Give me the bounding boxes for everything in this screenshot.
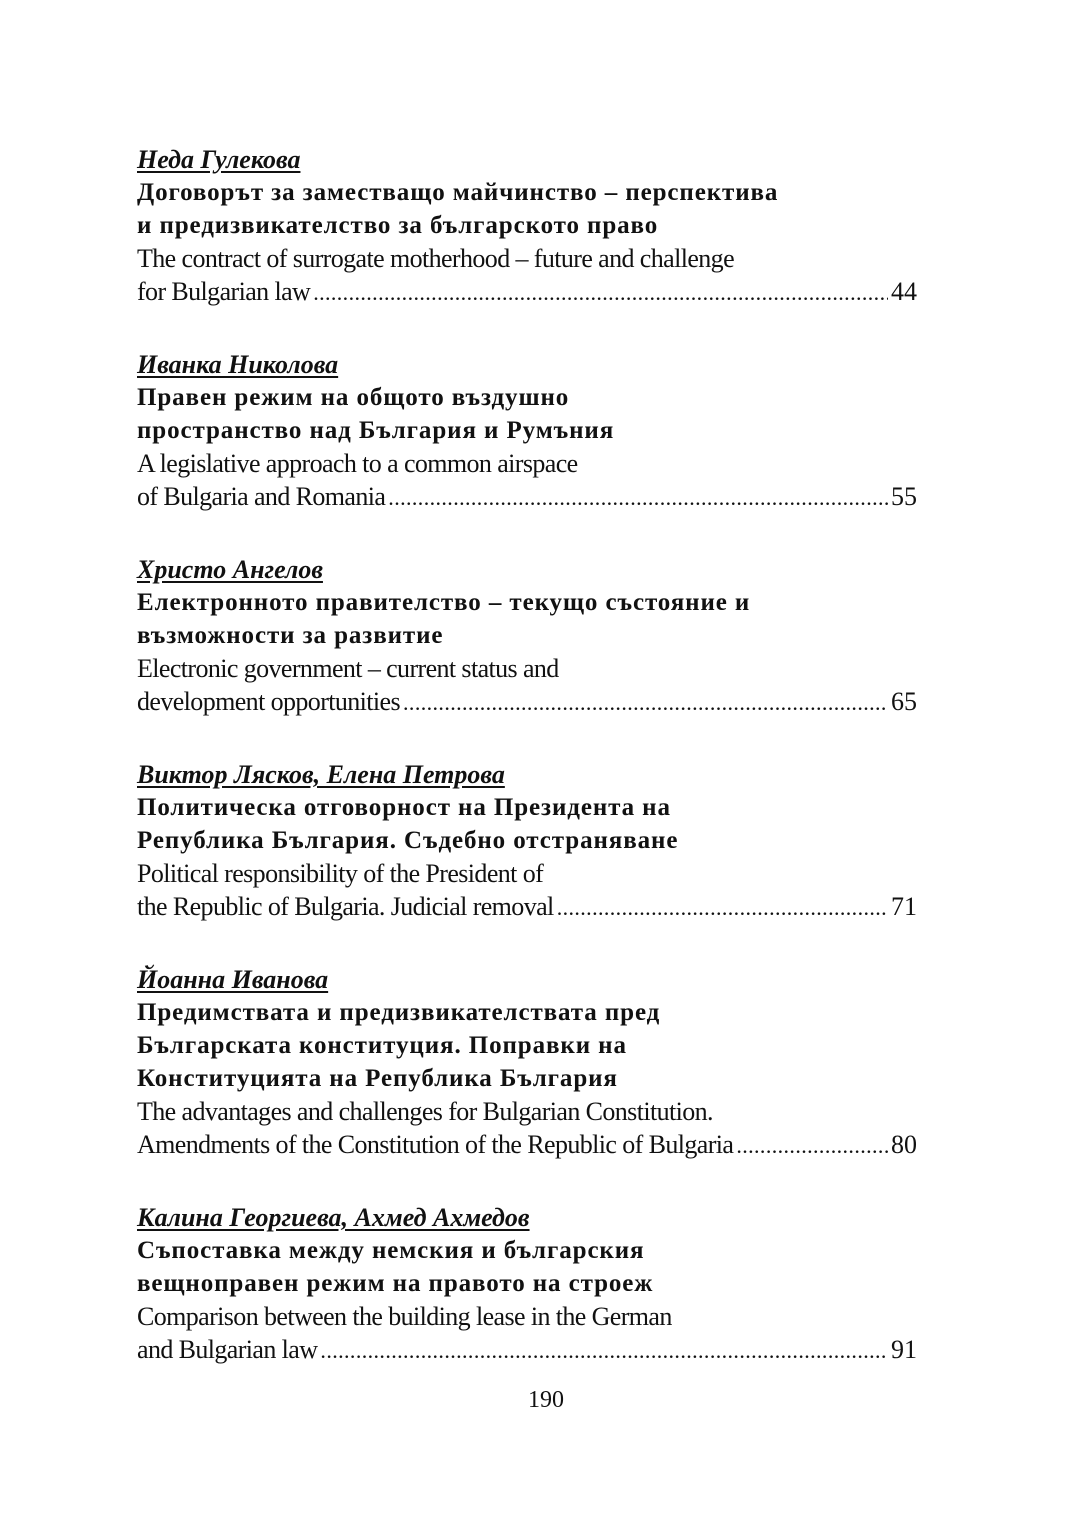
entry-title-bg — [137, 791, 917, 857]
entry-page-number: 71 — [891, 892, 917, 921]
entry-title-en-last — [137, 275, 917, 309]
table-of-contents — [137, 143, 917, 1406]
entry-title-en-last — [137, 1333, 917, 1367]
entry-page-number: 80 — [891, 1130, 917, 1159]
page-number-footer: 190 — [528, 1387, 564, 1413]
entry-title-bg-line: вещноправен режим на правото на строеж — [137, 1270, 654, 1297]
toc-entry — [137, 963, 917, 1162]
entry-title-bg-line: Политическа отговорност на Президента на — [137, 794, 671, 821]
entry-title-en-last — [137, 890, 917, 924]
entry-title-bg-line: Електронното правителство – текущо състояние и — [137, 589, 751, 616]
entry-title-bg-line: Правен режим на общото въздушно — [137, 384, 570, 411]
entry-author: Виктор Лясков, Елена Петрова — [137, 760, 505, 789]
entry-title-bg — [137, 996, 917, 1095]
entry-author: Иванка Николова — [137, 350, 339, 379]
entry-title-bg-line: и предизвикателство за българското право — [137, 212, 659, 239]
entry-title-bg-line: Предимствата и предизвикателствата пред — [137, 999, 661, 1026]
dot-leader — [403, 686, 888, 719]
entry-title-bg-line: Република България. Съдебно отстраняване — [137, 827, 679, 854]
entry-author: Неда Гулекова — [137, 145, 301, 174]
entry-title-en-line: the Republic of Bulgaria. Judicial removal — [137, 892, 554, 921]
entry-title-bg-line: Договорът за заместващо майчинство – перспектива — [137, 179, 779, 206]
entry-title-bg-line: Съпоставка между немския и българския — [137, 1237, 645, 1264]
entry-title-bg — [137, 586, 917, 652]
entry-title-en-line: Amendments of the Constitution of the Republic of Bulgaria — [137, 1130, 734, 1159]
entry-title-en-last — [137, 1128, 917, 1162]
entry-title-bg-line: възможности за развитие — [137, 622, 444, 649]
entry-title-en-line: Comparison between the building lease in the German — [137, 1302, 672, 1331]
entry-author: Йоанна Иванова — [137, 965, 329, 994]
entry-page-number: 44 — [891, 277, 917, 306]
entry-author: Христо Ангелов — [137, 555, 323, 584]
entry-title-en-line: The contract of surrogate motherhood – future and challenge — [137, 244, 735, 273]
entry-title-bg-line: Българската конституция. Поправки на — [137, 1032, 627, 1059]
entry-page-number: 55 — [891, 482, 917, 511]
toc-entry — [137, 758, 917, 924]
toc-entry — [137, 1201, 917, 1367]
entry-title-en-line: The advantages and challenges for Bulgarian Constitution. — [137, 1097, 713, 1126]
entry-title-bg-line: пространство над България и Румъния — [137, 417, 615, 444]
entry-title-en-line: for Bulgarian law — [137, 277, 311, 306]
entry-title-en-line: and Bulgarian law — [137, 1335, 318, 1364]
entry-title-en-line: A legislative approach to a common airspace — [137, 449, 578, 478]
entry-page-number: 65 — [891, 687, 917, 716]
toc-entry — [137, 143, 917, 309]
entry-title-en-last — [137, 685, 917, 719]
entry-title-bg — [137, 1234, 917, 1300]
entry-title-en-line: of Bulgaria and Romania — [137, 482, 386, 511]
entry-title-en-last — [137, 480, 917, 514]
dot-leader — [320, 1334, 888, 1367]
toc-entry — [137, 348, 917, 514]
entry-page-number: 91 — [891, 1335, 917, 1364]
dot-leader — [313, 276, 888, 309]
entry-title-en-line: Political responsibility of the President of — [137, 859, 544, 888]
entry-title-bg — [137, 176, 917, 242]
entry-title-bg — [137, 381, 917, 447]
entry-title-en-line: Electronic government – current status and — [137, 654, 559, 683]
entry-title-en-line: development opportunities — [137, 687, 401, 716]
entry-title-bg-line: Конституцията на Република България — [137, 1065, 618, 1092]
toc-entry — [137, 553, 917, 719]
dot-leader — [557, 891, 888, 924]
dot-leader — [736, 1129, 888, 1162]
dot-leader — [388, 481, 888, 514]
entry-author: Калина Георгиева, Ахмед Ахмедов — [137, 1203, 530, 1232]
